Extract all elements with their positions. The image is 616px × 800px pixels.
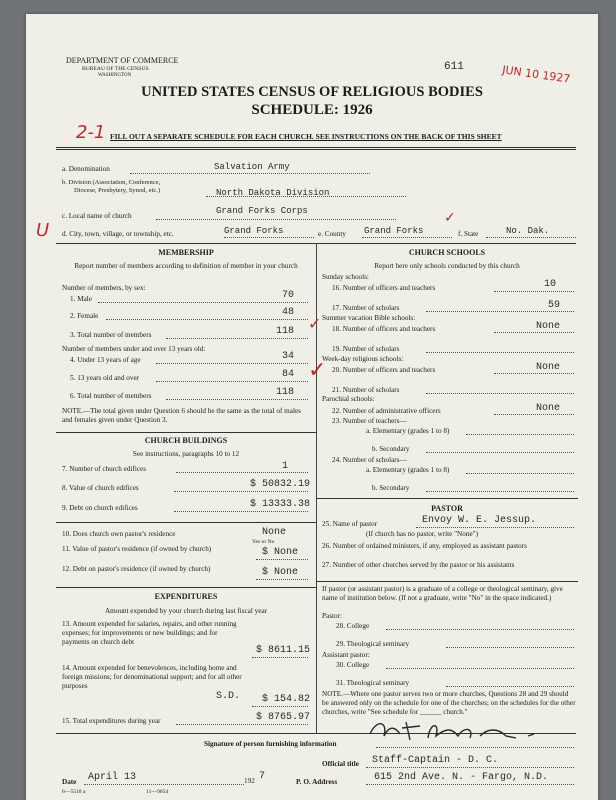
parochial-schools-label: Parochial schools: bbox=[322, 395, 375, 403]
check-mark-age: ✓ bbox=[308, 358, 327, 383]
q3-value: 118 bbox=[276, 326, 295, 337]
q9-label: 9. Debt on church edifices bbox=[62, 504, 138, 512]
city-heading: WASHINGTON bbox=[98, 73, 132, 78]
city-label: d. City, town, village, or township, etc. bbox=[62, 230, 174, 238]
denomination-label: a. Denomination bbox=[62, 165, 110, 173]
q17-value: 59 bbox=[548, 300, 561, 311]
state-value: No. Dak. bbox=[506, 226, 550, 236]
schools-heading: CHURCH SCHOOLS bbox=[408, 248, 486, 257]
city-value: Grand Forks bbox=[224, 226, 284, 236]
q22-value: None bbox=[536, 403, 561, 414]
q5-label: 5. 13 years old and over bbox=[70, 374, 140, 382]
check-mark-total: ✓ bbox=[308, 314, 322, 333]
local-name-label: c. Local name of church bbox=[62, 212, 132, 220]
q5-value: 84 bbox=[282, 369, 295, 380]
q31-label: 31. Theological seminary bbox=[336, 679, 410, 687]
membership-note: NOTE.—The total given under Question 6 should be the same as the total of males and females given under Question 3. bbox=[62, 407, 301, 424]
denomination-value: Salvation Army bbox=[214, 162, 290, 172]
signature-label: Signature of person furnishing information bbox=[204, 740, 337, 748]
q24-label: 24. Number of scholars— bbox=[332, 456, 407, 464]
q25-label: 25. Name of pastor bbox=[322, 520, 378, 528]
division-value: North Dakota Division bbox=[216, 188, 330, 198]
membership-heading: MEMBERSHIP bbox=[158, 248, 214, 257]
q17-label: 17. Number of scholars bbox=[332, 304, 400, 312]
instruction-line: FILL OUT A SEPARATE SCHEDULE FOR EACH CHURCH. SEE INSTRUCTIONS ON THE BACK OF THIS SHEET bbox=[110, 132, 502, 141]
q23a-label: a. Elementary (grades 1 to 8) bbox=[366, 427, 450, 435]
pastor-heading: PASTOR bbox=[431, 504, 463, 513]
county-label: e. County bbox=[318, 230, 346, 238]
q13-value: $ 8611.15 bbox=[256, 645, 311, 656]
po-address-value: 615 2nd Ave. N. - Fargo, N.D. bbox=[374, 772, 549, 783]
bureau-heading: BUREAU OF THE CENSUS bbox=[82, 66, 149, 72]
date-value: April 13 bbox=[88, 772, 137, 783]
department-heading: DEPARTMENT OF COMMERCE bbox=[66, 56, 179, 65]
q14-label: 14. Amount expended for benevolences, including home and foreign missions; for denominational support; and for all other purposes bbox=[62, 664, 242, 690]
sunday-schools-label: Sunday schools: bbox=[322, 273, 369, 281]
q18-label: 18. Number of officers and teachers bbox=[332, 325, 436, 333]
q23b-label: b. Secondary bbox=[372, 445, 410, 453]
q1-label: 1. Male bbox=[70, 295, 92, 303]
form-title: UNITED STATES CENSUS OF RELIGIOUS BODIES bbox=[141, 84, 483, 100]
q23-label: 23. Number of teachers— bbox=[332, 417, 407, 425]
handwritten-initial: U bbox=[36, 220, 50, 241]
q22-label: 22. Number of administrative officers bbox=[332, 407, 441, 415]
print-number: 11—9054 bbox=[146, 789, 169, 795]
official-title-value: Staff-Captain - D. C. bbox=[372, 755, 499, 766]
schedule-title: SCHEDULE: 1926 bbox=[251, 102, 373, 118]
members-by-sex-label: Number of members, by sex: bbox=[62, 284, 146, 292]
handwritten-mark: 2-1 bbox=[76, 122, 106, 143]
q29-label: 29. Theological seminary bbox=[336, 640, 410, 648]
buildings-instruction: See instructions, paragraphs 10 to 12 bbox=[132, 450, 240, 458]
q9-value: $ 13333.38 bbox=[250, 499, 311, 510]
q6-value: 118 bbox=[276, 387, 295, 398]
q2-value: 48 bbox=[282, 307, 295, 318]
q2-label: 2. Female bbox=[70, 312, 99, 320]
q20-label: 20. Number of officers and teachers bbox=[332, 366, 436, 374]
year-suffix: 7 bbox=[259, 771, 266, 782]
q26-label: 26. Number of ordained ministers, if any, employed as assistant pastors bbox=[322, 542, 527, 550]
buildings-heading: CHURCH BUILDINGS bbox=[144, 436, 228, 445]
check-mark-county: ✓ bbox=[444, 210, 456, 226]
q8-label: 8. Value of church edifices bbox=[62, 484, 139, 492]
vacation-schools-label: Summer vacation Bible schools: bbox=[322, 314, 416, 322]
year-prefix: 192 bbox=[244, 777, 255, 785]
expenditures-instruction: Amount expended by your church during last fiscal year bbox=[104, 607, 268, 615]
q12-label: 12. Debt on pastor's residence (if owned by church) bbox=[62, 565, 211, 573]
q27-label: 27. Number of other churches served by the pastor or his assistants bbox=[322, 561, 515, 569]
division-label: b. Division (Association, Conference, bbox=[62, 179, 161, 186]
q24b-label: b. Secondary bbox=[372, 484, 410, 492]
q30-label: 30. College bbox=[336, 661, 370, 669]
form-number: 611 bbox=[444, 61, 464, 73]
pastor-subheading: Pastor: bbox=[322, 612, 342, 620]
q10-yes-no: Yes or No bbox=[252, 539, 275, 545]
county-value: Grand Forks bbox=[364, 226, 424, 236]
q24a-label: a. Elementary (grades 1 to 8) bbox=[366, 466, 450, 474]
q18-value: None bbox=[536, 321, 561, 332]
pastor-note: NOTE.—Where one pastor serves two or more churches, Questions 28 and 29 should be answered only on the schedule for one of the churches; on the schedules for the other churches, write "See schedule for ______ church." bbox=[322, 690, 576, 716]
q11-label: 11. Value of pastor's residence (if owned by church) bbox=[62, 545, 212, 553]
q8-value: $ 50832.19 bbox=[250, 479, 311, 490]
census-form bbox=[26, 14, 598, 800]
q16-value: 10 bbox=[544, 279, 557, 290]
q10-value: None bbox=[262, 527, 287, 538]
q7-value: 1 bbox=[282, 461, 289, 472]
q13-label: 13. Amount expended for salaries, repairs, and other running expenses; for improvements or new buildings; and for payments on church debt bbox=[62, 620, 237, 646]
state-label: f. State bbox=[458, 230, 479, 238]
q14-value: $ 154.82 bbox=[262, 694, 311, 705]
q6-label: 6. Total number of members bbox=[70, 392, 152, 400]
q25-hint: (If church has no pastor, write "None") bbox=[366, 530, 478, 538]
q25-value: Envoy W. E. Jessup. bbox=[422, 515, 537, 526]
q7-label: 7. Number of church edifices bbox=[62, 465, 147, 473]
assistant-pastor-label: Assistant pastor: bbox=[322, 651, 370, 659]
schools-instruction: Report here only schools conducted by this church bbox=[374, 262, 520, 270]
print-code: 6—5518 a bbox=[62, 789, 86, 795]
q15-value: $ 8765.97 bbox=[256, 712, 311, 723]
q11-value: $ None bbox=[262, 547, 299, 558]
received-stamp: JUN 10 1927 bbox=[501, 63, 572, 86]
official-title-label: Official title bbox=[322, 760, 359, 768]
q15-label: 15. Total expenditures during year bbox=[62, 717, 161, 725]
q1-value: 70 bbox=[282, 290, 295, 301]
po-address-label: P. O. Address bbox=[296, 778, 338, 786]
date-label: Date bbox=[62, 778, 77, 786]
q16-label: 16. Number of officers and teachers bbox=[332, 284, 436, 292]
q10-label: 10. Does church own pastor's residence bbox=[62, 530, 176, 538]
weekday-schools-label: Week-day religious schools: bbox=[322, 355, 404, 363]
local-name-value: Grand Forks Corps bbox=[216, 206, 308, 216]
q4-label: 4. Under 13 years of age bbox=[70, 356, 141, 364]
signature-scrawl bbox=[366, 714, 556, 748]
q20-value: None bbox=[536, 362, 561, 373]
q14-note: S.D. bbox=[216, 691, 241, 702]
age-split-label: Number of members under and over 13 years old: bbox=[62, 345, 206, 353]
division-sublabel: Diocese, Presbytery, Synod, etc.) bbox=[74, 187, 161, 194]
q19-label: 19. Number of scholars bbox=[332, 345, 400, 353]
q3-label: 3. Total number of members bbox=[70, 331, 152, 339]
membership-instruction: Report number of members according to definition of member in your church bbox=[74, 262, 298, 270]
q28-label: 28. College bbox=[336, 622, 370, 630]
q21-label: 21. Number of scholars bbox=[332, 386, 400, 394]
q12-value: $ None bbox=[262, 567, 299, 578]
q4-value: 34 bbox=[282, 351, 295, 362]
pastor-instruction: If pastor (or assistant pastor) is a graduate of a college or theological seminary, give name of institution below. (If not a graduate, write "No" in the space indicated.) bbox=[322, 585, 563, 602]
expenditures-heading: EXPENDITURES bbox=[154, 592, 218, 601]
